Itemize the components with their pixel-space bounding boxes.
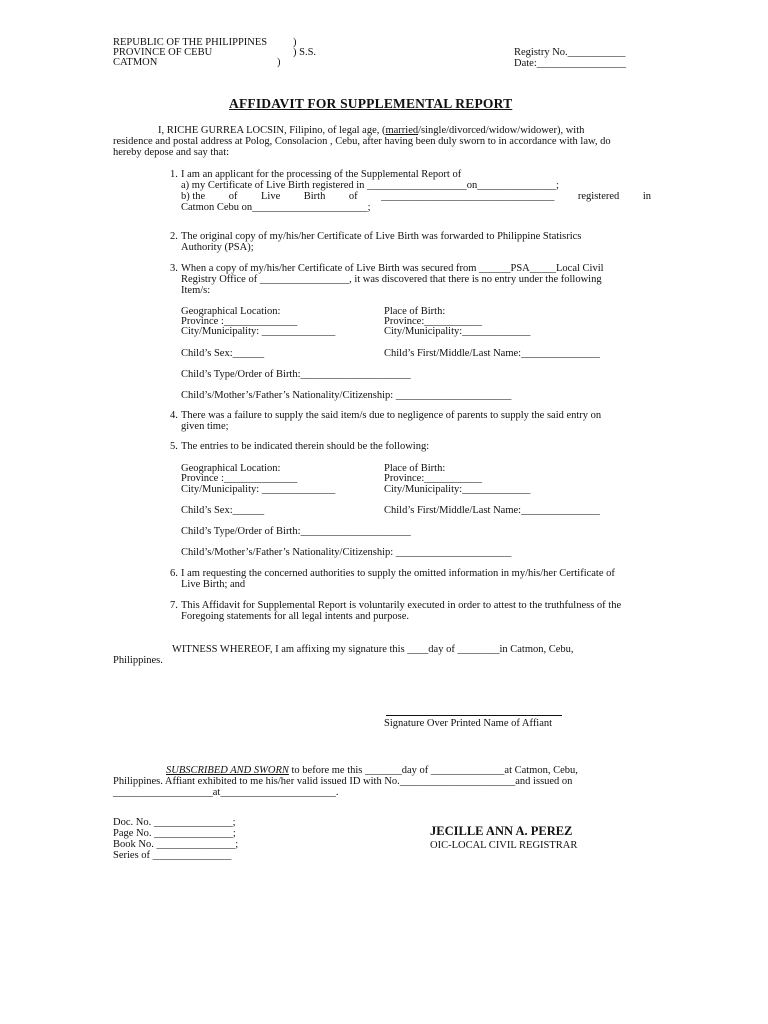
item-6-line-2: Live Birth; and: [181, 579, 246, 590]
item-4-line-1: There was a failure to supply the said item/s due to negligence of parents to supply the said entry on: [181, 410, 602, 421]
registry-no: Registry No.___________: [514, 47, 626, 58]
registrar-name: JECILLE ANN A. PEREZ: [430, 824, 573, 838]
child-sex-field: Child’s Sex:______: [181, 348, 265, 359]
city-field: City/Municipality: ______________: [181, 326, 336, 337]
header-municipality: CATMON: [113, 57, 158, 68]
pob-province-field: Province:___________: [384, 316, 482, 327]
doc-no-field: Doc. No. _______________;: [113, 817, 236, 828]
registrar-position: OIC-LOCAL CIVIL REGISTRAR: [430, 840, 578, 851]
intro-text-a: I, RICHE GURREA LOCSIN, Filipino, of legal age, (: [158, 125, 386, 136]
item-6-line-1: I am requesting the concerned authorities to supply the omitted information in my/his/her Certificate of: [181, 568, 615, 579]
child-type-field: Child’s Type/Order of Birth:_____________________: [181, 369, 411, 380]
item-1-line-4: Catmon Cebu on______________________;: [181, 202, 371, 213]
place-of-birth-label: Place of Birth:: [384, 463, 446, 474]
sworn-line-3: ___________________at______________________.: [113, 787, 339, 798]
book-no-field: Book No. _______________;: [113, 839, 239, 850]
child-name-field: Child’s First/Middle/Last Name:_______________: [384, 505, 600, 516]
nationality-field: Child’s/Mother’s/Father’s Nationality/Citizenship: ______________________: [181, 390, 512, 401]
item-5-line-1: The entries to be indicated therein should be the following:: [181, 441, 430, 452]
sworn-rest: to before me this _______day of ______________at Catmon, Cebu,: [288, 765, 578, 776]
item-1-line-2: a) my Certificate of Live Birth registered in ___________________on_______________;: [181, 180, 559, 191]
signature-line: [386, 715, 562, 716]
item-1-word: in: [642, 191, 651, 202]
item-1-number: 1.: [170, 169, 178, 180]
sworn-line-1: [166, 765, 578, 776]
item-6-number: 6.: [170, 568, 178, 579]
date-field: Date:_________________: [514, 58, 626, 69]
item-1-word: registered: [577, 191, 620, 202]
item-1-word: of: [228, 191, 238, 202]
item-4-line-2: given time;: [181, 421, 229, 432]
pob-city-field: City/Municipality:_____________: [384, 326, 531, 337]
pob-city-field: City/Municipality:_____________: [384, 484, 531, 495]
place-of-birth-label: Place of Birth:: [384, 306, 446, 317]
geo-location-label: Geographical Location:: [181, 306, 281, 317]
header-paren-3: ): [277, 57, 281, 68]
item-1-word: of: [348, 191, 358, 202]
item-7-line-1: This Affidavit for Supplemental Report is voluntarily executed in order to attest to the truthfulness of the: [181, 600, 622, 611]
item-3-number: 3.: [170, 263, 178, 274]
header-paren-1: ): [293, 37, 297, 48]
item-2-line-1: The original copy of my/his/her Certificate of Live Birth was forwarded to Philippine Statisrics: [181, 231, 582, 242]
item-4-number: 4.: [170, 410, 178, 421]
child-name-field: Child’s First/Middle/Last Name:_______________: [384, 348, 600, 359]
series-field: Series of _______________: [113, 850, 232, 861]
intro-married: married: [385, 125, 419, 136]
item-1-word: Birth: [303, 191, 326, 202]
item-1-word: b) the: [181, 191, 206, 202]
city-field: City/Municipality: ______________: [181, 484, 336, 495]
province-field: Province :______________: [181, 473, 298, 484]
intro-line-3: hereby depose and say that:: [113, 147, 230, 158]
page-no-field: Page No. _______________;: [113, 828, 236, 839]
child-type-field: Child’s Type/Order of Birth:_____________________: [181, 526, 411, 537]
pob-province-field: Province:___________: [384, 473, 482, 484]
item-3-line-1: When a copy of my/his/her Certificate of Live Birth was secured from ______PSA_____Local Civil: [181, 263, 604, 274]
witness-line-1: WITNESS WHEREOF, I am affixing my signature this ____day of ________in Catmon, Cebu,: [172, 644, 574, 655]
intro-text-b: /single/divorced/widow/widower), with: [418, 125, 585, 136]
item-1-word: _________________________________: [381, 191, 555, 202]
item-1-line-1: I am an applicant for the processing of the Supplemental Report of: [181, 169, 462, 180]
header-province: PROVINCE OF CEBU: [113, 47, 213, 58]
document-title: AFFIDAVIT FOR SUPPLEMENTAL REPORT: [229, 96, 513, 111]
header-ss: ) S.S.: [293, 47, 317, 58]
header-republic: REPUBLIC OF THE PHILIPPINES: [113, 37, 268, 48]
item-1-line-3: [181, 191, 651, 202]
intro-line-2: residence and postal address at Polog, Consolacion , Cebu, after having been duly sworn to in accordance with law, do: [113, 136, 611, 147]
item-3-line-3: Item/s:: [181, 285, 211, 296]
item-7-number: 7.: [170, 600, 178, 611]
witness-line-2: Philippines.: [113, 655, 163, 666]
item-2-line-2: Authority (PSA);: [181, 242, 254, 253]
item-5-number: 5.: [170, 441, 178, 452]
item-1-word: Live: [260, 191, 281, 202]
signature-caption: Signature Over Printed Name of Affiant: [384, 718, 553, 729]
geo-location-label: Geographical Location:: [181, 463, 281, 474]
sworn-line-2: Philippines. Affiant exhibited to me his/her valid issued ID with No.______________________and issued on: [113, 776, 573, 787]
item-2-number: 2.: [170, 231, 178, 242]
intro-line-1: [158, 125, 584, 136]
subscribed-sworn-text: SUBSCRIBED AND SWORN: [166, 765, 289, 776]
nationality-field: Child’s/Mother’s/Father’s Nationality/Citizenship: ______________________: [181, 547, 512, 558]
item-3-line-2: Registry Office of _________________, it was discovered that there is no entry under the following: [181, 274, 602, 285]
child-sex-field: Child’s Sex:______: [181, 505, 265, 516]
province-field: Province :______________: [181, 316, 298, 327]
item-7-line-2: Foregoing statements for all legal intents and purpose.: [181, 611, 410, 622]
